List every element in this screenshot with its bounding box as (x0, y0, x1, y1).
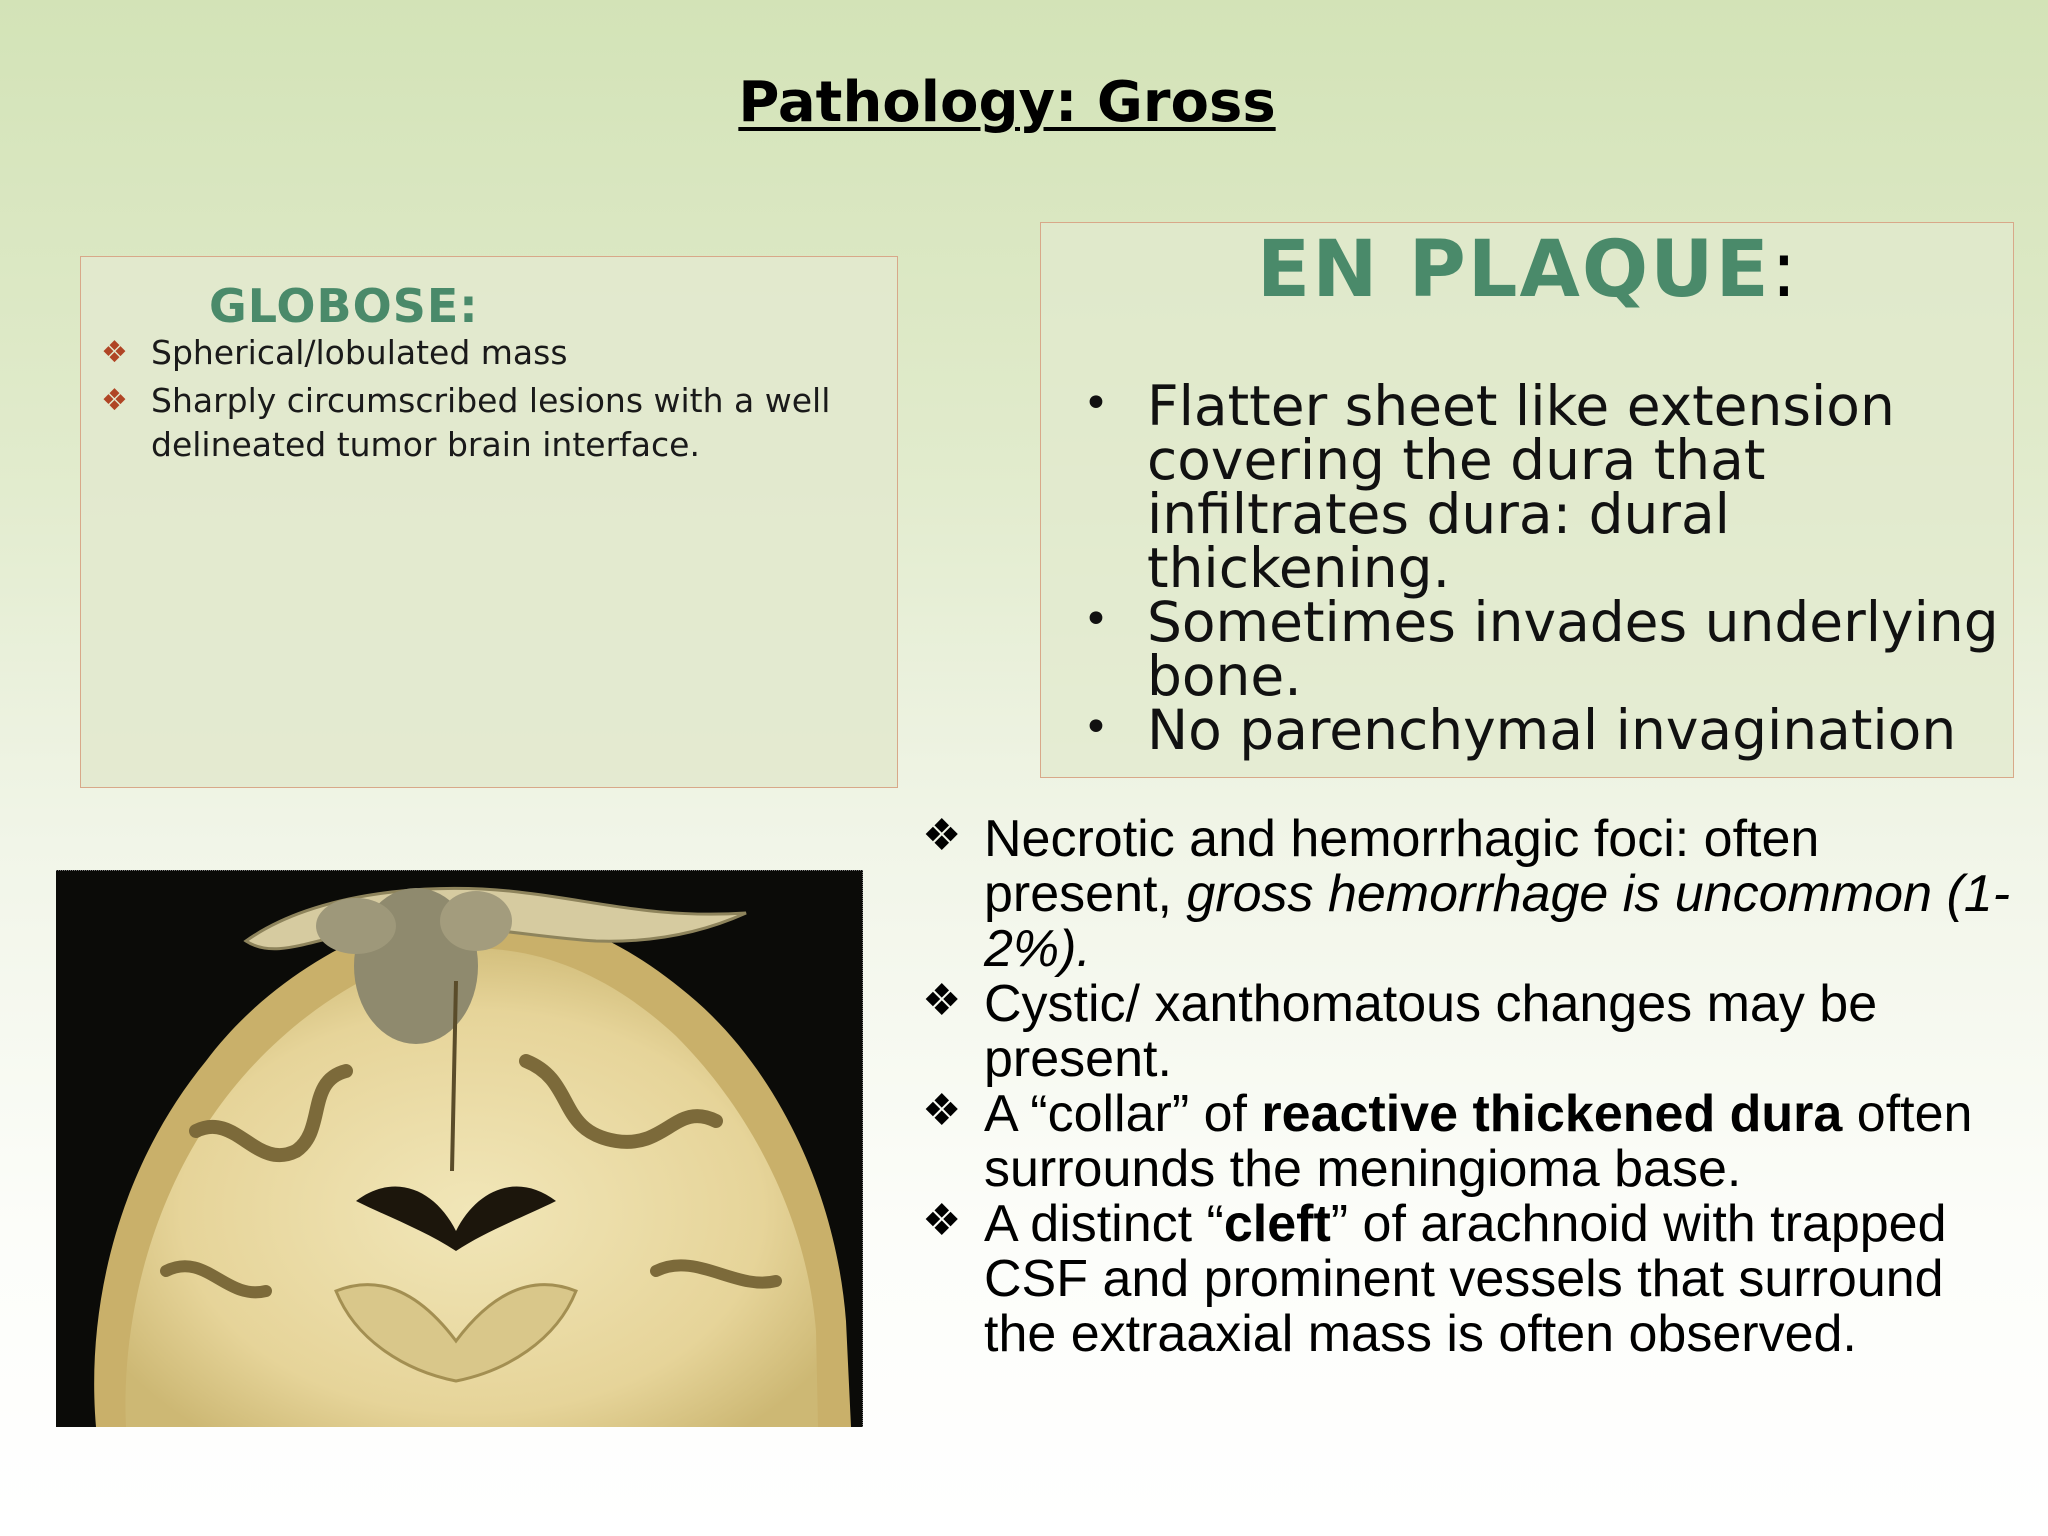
list-item (920, 812, 2020, 977)
en-plaque-item-text: No parenchymal invagination (1147, 698, 1957, 762)
list-item (920, 977, 2020, 1087)
globose-box (80, 256, 898, 788)
dot-bullet-icon: • (1083, 702, 1109, 753)
en-plaque-item-text: Flatter sheet like extension covering the dura that infiltrates dura: dural thickening. (1147, 374, 1895, 600)
meningioma-lobe (316, 898, 396, 954)
finding-text: Necrotic and hemorrhagic foci: often present, (984, 810, 1820, 923)
brain-coronal-section-illustration (56, 871, 862, 1427)
dot-bullet-icon: • (1083, 378, 1109, 429)
en-plaque-colon: : (1770, 225, 1800, 315)
globose-list (101, 331, 881, 471)
diamond-bullet-icon: ❖ (101, 335, 128, 370)
diamond-bullet-icon: ❖ (922, 1086, 962, 1135)
finding-text: Cystic/ xanthomatous changes may be present. (984, 975, 1878, 1088)
globose-item-text: Sharply circumscribed lesions with a well delineated tumor brain interface. (151, 381, 831, 464)
en-plaque-heading (1041, 225, 2015, 315)
diamond-bullet-icon: ❖ (101, 383, 128, 418)
slide-title: Pathology: Gross (738, 70, 1276, 135)
list-item (101, 331, 881, 375)
findings-list (920, 812, 2020, 1362)
brain-specimen-photo (56, 870, 863, 1427)
globose-heading: GLOBOSE: (209, 279, 479, 333)
finding-text: A “collar” of (984, 1085, 1262, 1143)
meningioma-lobe (440, 891, 512, 951)
en-plaque-item-text: Sometimes invades underlying bone. (1147, 590, 1999, 708)
list-item (1061, 698, 2001, 762)
finding-text: ” of arachnoid with trapped CSF and prominent vessels that surround the extraaxial mass is often observed. (984, 1195, 1947, 1363)
en-plaque-list (1061, 374, 2001, 762)
list-item (1061, 590, 2001, 708)
list-item (920, 1197, 2020, 1362)
finding-text: often surrounds the meningioma base. (984, 1085, 1973, 1198)
diamond-bullet-icon: ❖ (922, 1196, 962, 1245)
list-item (920, 1087, 2020, 1197)
globose-item-text: Spherical/lobulated mass (151, 333, 568, 372)
dot-bullet-icon: • (1083, 594, 1109, 645)
list-item (1061, 374, 2001, 600)
diamond-bullet-icon: ❖ (922, 976, 962, 1025)
finding-italic-text: gross hemorrhage is uncommon (1-2%). (984, 865, 2011, 978)
diamond-bullet-icon: ❖ (922, 811, 962, 860)
finding-bold-text: reactive thickened dura (1261, 1085, 1843, 1143)
list-item (101, 379, 881, 467)
finding-bold-text: cleft (1223, 1195, 1331, 1253)
en-plaque-heading-text: EN PLAQUE (1256, 225, 1771, 315)
finding-text: A distinct “ (984, 1195, 1224, 1253)
en-plaque-box (1040, 222, 2014, 778)
